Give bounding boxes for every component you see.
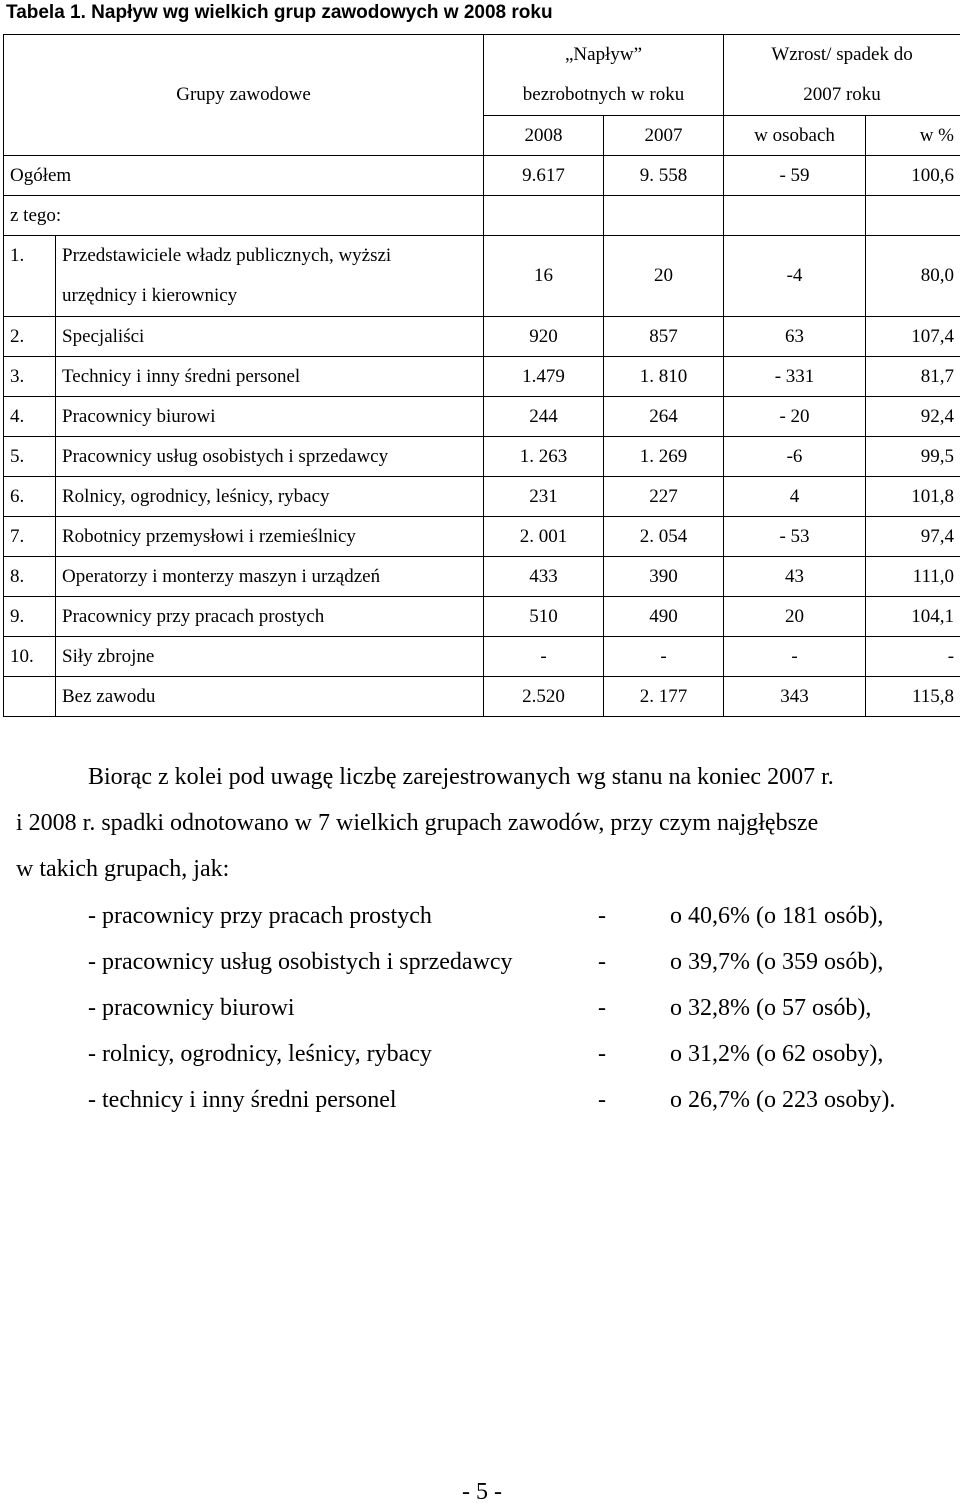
- list-item-dash: -: [598, 939, 606, 985]
- header-year-2007: 2007: [604, 116, 724, 156]
- row-diff: - 53: [724, 517, 866, 557]
- row-label-line1: Przedstawiciele władz publicznych, wyższi: [62, 236, 477, 276]
- empty-cell: [724, 196, 866, 236]
- row-number: 6.: [4, 477, 56, 517]
- table-row: [4, 517, 960, 557]
- list-item-text: - technicy i inny średni personel: [88, 1077, 397, 1123]
- table-row: [4, 357, 960, 397]
- row-label: Operatorzy i monterzy maszyn i urządzeń: [56, 557, 484, 597]
- of-which-label: z tego:: [4, 196, 484, 236]
- table-row: [4, 677, 960, 717]
- row-label: Siły zbrojne: [56, 637, 484, 677]
- row-pct: 80,0: [866, 236, 960, 317]
- table-row: [4, 477, 960, 517]
- header-change: [724, 35, 960, 116]
- row-2007: -: [604, 637, 724, 677]
- row-2007: 1. 269: [604, 437, 724, 477]
- row-pct: -: [866, 637, 960, 677]
- total-pct: 100,6: [866, 156, 960, 196]
- row-diff: -6: [724, 437, 866, 477]
- row-label: Technicy i inny średni personel: [56, 357, 484, 397]
- row-2007: 227: [604, 477, 724, 517]
- paragraph-line: i 2008 r. spadki odnotowano w 7 wielkich grupach zawodów, przy czym najgłębsze: [16, 800, 956, 846]
- row-number: 8.: [4, 557, 56, 597]
- row-2007: 20: [604, 236, 724, 317]
- row-number: 2.: [4, 317, 56, 357]
- total-2007: 9. 558: [604, 156, 724, 196]
- row-number: 7.: [4, 517, 56, 557]
- table-row: [4, 597, 960, 637]
- row-number: 10.: [4, 637, 56, 677]
- row-number: 1.: [4, 236, 56, 317]
- body-paragraph: [16, 754, 956, 892]
- list-item-dash: -: [598, 1031, 606, 1077]
- row-2008: 433: [484, 557, 604, 597]
- header-inflow: [484, 35, 724, 116]
- row-label: Pracownicy biurowi: [56, 397, 484, 437]
- paragraph-line: Biorąc z kolei pod uwagę liczbę zarejestrowanych wg stanu na koniec 2007 r.: [16, 754, 956, 800]
- empty-cell: [866, 196, 960, 236]
- list-item-dash: -: [598, 1077, 606, 1123]
- row-label: [56, 236, 484, 317]
- row-2007: 857: [604, 317, 724, 357]
- table-row: [4, 236, 960, 317]
- table-row-total: [4, 156, 960, 196]
- row-diff: 63: [724, 317, 866, 357]
- row-number: 5.: [4, 437, 56, 477]
- list-item-dash: -: [598, 893, 606, 939]
- total-diff: - 59: [724, 156, 866, 196]
- row-2008: 510: [484, 597, 604, 637]
- row-2008: 244: [484, 397, 604, 437]
- row-2008: 1.479: [484, 357, 604, 397]
- row-pct: 111,0: [866, 557, 960, 597]
- header-year-2008: 2008: [484, 116, 604, 156]
- list-item-value: o 31,2% (o 62 osoby),: [670, 1031, 883, 1077]
- table-row: [4, 637, 960, 677]
- row-2008: 231: [484, 477, 604, 517]
- header-change-line2: 2007 roku: [730, 75, 954, 115]
- row-label: Specjaliści: [56, 317, 484, 357]
- row-diff: 4: [724, 477, 866, 517]
- row-label: Bez zawodu: [56, 677, 484, 717]
- paragraph-line: w takich grupach, jak:: [16, 846, 956, 892]
- row-2008: -: [484, 637, 604, 677]
- row-label: Pracownicy przy pracach prostych: [56, 597, 484, 637]
- row-diff: 343: [724, 677, 866, 717]
- row-number: 4.: [4, 397, 56, 437]
- row-pct: 107,4: [866, 317, 960, 357]
- table-row: [4, 397, 960, 437]
- empty-cell: [484, 196, 604, 236]
- row-2008: 2. 001: [484, 517, 604, 557]
- list-item-value: o 32,8% (o 57 osób),: [670, 985, 871, 1031]
- list-item-value: o 26,7% (o 223 osoby).: [670, 1077, 895, 1123]
- header-inflow-line1: „Napływ”: [490, 35, 717, 75]
- row-2007: 2. 054: [604, 517, 724, 557]
- row-diff: -: [724, 637, 866, 677]
- row-2008: 2.520: [484, 677, 604, 717]
- row-pct: 101,8: [866, 477, 960, 517]
- page-number: - 5 -: [462, 1479, 502, 1506]
- header-change-line1: Wzrost/ spadek do: [730, 35, 954, 75]
- row-2008: 1. 263: [484, 437, 604, 477]
- header-groups-label: Grupy zawodowe: [176, 84, 311, 105]
- row-2007: 1. 810: [604, 357, 724, 397]
- row-diff: - 20: [724, 397, 866, 437]
- total-label: Ogółem: [4, 156, 484, 196]
- row-number: 9.: [4, 597, 56, 637]
- row-label: Rolnicy, ogrodnicy, leśnicy, rybacy: [56, 477, 484, 517]
- list-item-value: o 39,7% (o 359 osób),: [670, 939, 883, 985]
- row-label-line2: urzędnicy i kierownicy: [62, 276, 477, 316]
- row-pct: 81,7: [866, 357, 960, 397]
- row-label: Pracownicy usług osobistych i sprzedawcy: [56, 437, 484, 477]
- table-row: [4, 557, 960, 597]
- row-number: 3.: [4, 357, 56, 397]
- row-2007: 490: [604, 597, 724, 637]
- row-diff: 43: [724, 557, 866, 597]
- row-diff: - 331: [724, 357, 866, 397]
- row-2008: 920: [484, 317, 604, 357]
- list-item-text: - pracownicy biurowi: [88, 985, 295, 1031]
- row-pct: 115,8: [866, 677, 960, 717]
- row-pct: 92,4: [866, 397, 960, 437]
- header-groups: [4, 35, 484, 156]
- total-2008: 9.617: [484, 156, 604, 196]
- table-row: [4, 437, 960, 477]
- row-pct: 99,5: [866, 437, 960, 477]
- row-2008: 16: [484, 236, 604, 317]
- table-row-of-which: [4, 196, 960, 236]
- row-number: [4, 677, 56, 717]
- list-item-dash: -: [598, 985, 606, 1031]
- row-label: Robotnicy przemysłowi i rzemieślnicy: [56, 517, 484, 557]
- list-item-text: - rolnicy, ogrodnicy, leśnicy, rybacy: [88, 1031, 432, 1077]
- empty-cell: [604, 196, 724, 236]
- list-item-text: - pracownicy usług osobistych i sprzedawcy: [88, 939, 513, 985]
- list-item-text: - pracownicy przy pracach prostych: [88, 893, 432, 939]
- row-diff: 20: [724, 597, 866, 637]
- row-pct: 97,4: [866, 517, 960, 557]
- header-inflow-line2: bezrobotnych w roku: [490, 75, 717, 115]
- header-in-persons: w osobach: [724, 116, 866, 156]
- table-row: [4, 317, 960, 357]
- row-diff: -4: [724, 236, 866, 317]
- header-in-percent: w %: [866, 116, 960, 156]
- row-2007: 390: [604, 557, 724, 597]
- row-2007: 264: [604, 397, 724, 437]
- occupational-groups-table: [3, 34, 960, 717]
- list-item-value: o 40,6% (o 181 osób),: [670, 893, 883, 939]
- table-caption: Tabela 1. Napływ wg wielkich grup zawodowych w 2008 roku: [6, 2, 553, 24]
- row-pct: 104,1: [866, 597, 960, 637]
- row-2007: 2. 177: [604, 677, 724, 717]
